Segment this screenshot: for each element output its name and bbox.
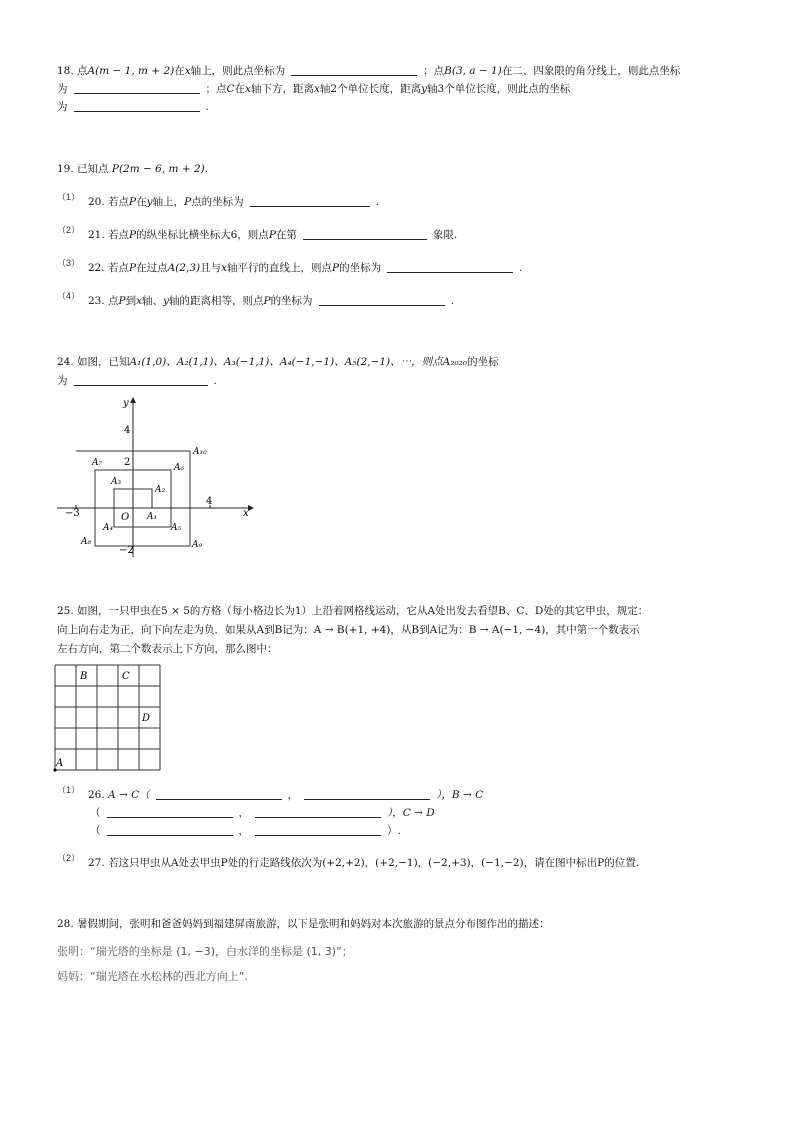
- q26-blank-cd-x[interactable]: [107, 824, 233, 836]
- q18-answer-blank-1[interactable]: [291, 64, 417, 76]
- q21-text: 在第: [275, 229, 297, 241]
- q20-number: 20.: [88, 196, 105, 208]
- q26-blank-bc-y[interactable]: [255, 806, 381, 818]
- q27-number: 27.: [88, 857, 105, 869]
- sub-question-label: （1）: [57, 785, 81, 795]
- q20-line: [88, 194, 379, 210]
- point-p-var: P: [129, 262, 137, 274]
- point-p-var: P: [184, 196, 192, 208]
- q22-text: 若点: [108, 262, 130, 274]
- label-a1: A₁: [147, 512, 158, 522]
- x-axis-var: x: [313, 83, 320, 95]
- q26-blank-cd-y[interactable]: [255, 824, 381, 836]
- point-p-var: P: [118, 295, 126, 307]
- q21-number: 21.: [88, 229, 105, 241]
- label-a4: A₄: [103, 523, 114, 533]
- y-axis-var: y: [146, 196, 153, 208]
- q28-mother-quote: 妈妈：“瑞光塔在水松林的西北方向上”.: [57, 970, 248, 983]
- grid-label-c: C: [122, 671, 130, 682]
- tick-label-m3x: −3: [65, 508, 80, 519]
- q28-number: 28.: [57, 918, 74, 930]
- q20-text: 在: [136, 196, 147, 208]
- label-a8: A₈: [81, 537, 92, 547]
- q22-text: 且与: [200, 262, 222, 274]
- origin-label: O: [121, 512, 130, 523]
- label-a5: A₅: [171, 523, 182, 533]
- q26-line3: [90, 823, 401, 839]
- point-c-var: C: [226, 83, 235, 95]
- point-a-coord: A(2,3): [167, 262, 201, 274]
- grid-label-a: A: [56, 758, 64, 769]
- y-axis-var: y: [421, 83, 428, 95]
- tick-label-4y: 4: [124, 425, 131, 436]
- q21-line: [88, 227, 457, 243]
- label-a2: A₂: [155, 485, 166, 495]
- q18-text: ；点: [423, 65, 445, 77]
- point-p-var: P: [268, 229, 276, 241]
- sub-question-label: （4）: [57, 291, 81, 301]
- q28-zhangming-quote: 张明：“瑞光塔的坐标是 (1, −3)，白水洋的坐标是 (1, 3)”；: [57, 945, 353, 958]
- q26-blank-ac-y[interactable]: [304, 788, 430, 800]
- q24-text: 为: [57, 375, 68, 387]
- q25-line2: [57, 622, 640, 638]
- q26-text: A → C（: [108, 789, 150, 801]
- tick-label-2y: 2: [124, 457, 131, 468]
- q18-text: 在: [234, 83, 246, 95]
- point-p-var: P: [129, 229, 137, 241]
- q23-text: 点: [108, 295, 119, 307]
- q28-line1: [57, 916, 550, 932]
- q23-number: 23.: [88, 295, 105, 307]
- x-axis-var: x: [184, 65, 191, 77]
- tick-label-m2y: −2: [119, 545, 134, 556]
- x-axis-var: x: [136, 295, 143, 307]
- q24-points-list: A₁(1,0)、A₂(1,1)、A₃(−1,1)、A₄(−1,−1)、A₅(2,−1)、⋯，则点: [129, 356, 443, 368]
- q21-text: 象限.: [432, 229, 458, 241]
- q19-point-p: P(2m − 6, m + 2): [111, 163, 205, 175]
- q21-text: 若点: [108, 229, 130, 241]
- q26-number: 26.: [88, 789, 105, 801]
- point-p-var: P: [263, 295, 271, 307]
- q18-text: 为: [57, 101, 68, 113]
- q18-text: 轴上，则此点坐标为: [190, 65, 286, 77]
- sub-question-label: （1）: [57, 192, 81, 202]
- q26-text: ，: [238, 807, 249, 819]
- q18-text: 轴下方，距离: [250, 83, 314, 95]
- y-axis-label: y: [123, 398, 129, 409]
- q25-text: 向上向右走为正，向下向左走为负．如果从A到B记为：A → B(+1, +4)，从B到A记为：B → A(−1, −4)，其中第一个数表示: [57, 624, 640, 636]
- q25-line1: [57, 603, 648, 619]
- label-a7: A₇: [92, 458, 103, 468]
- q18-line1: [57, 63, 680, 79]
- q22-text: .: [519, 262, 523, 274]
- q19-text: 已知点: [77, 163, 109, 175]
- grid-label-d: D: [142, 713, 151, 724]
- q18-line3: [57, 99, 209, 115]
- q22-answer-blank[interactable]: [387, 261, 513, 273]
- q20-text: 轴上，: [152, 196, 185, 208]
- q25-text: 左右方向，第二个数表示上下方向，那么图中：: [57, 643, 278, 655]
- sub-question-label: （2）: [57, 225, 81, 235]
- q18-text: .: [205, 101, 209, 113]
- q21-text: 的纵坐标比横坐标大6，则点: [136, 229, 269, 241]
- q23-text: 的坐标为: [270, 295, 313, 307]
- q18-text: 在二、四象限的角分线上，则此点坐标: [501, 65, 681, 77]
- q24-text: 的坐标: [467, 356, 499, 368]
- q23-text: 轴、: [142, 295, 164, 307]
- x-axis-var: x: [245, 83, 251, 95]
- x-axis-var: x: [221, 262, 228, 274]
- q26-text: ），C → D: [387, 807, 435, 819]
- q22-text: 在过点: [136, 262, 168, 274]
- q19-text: .: [204, 163, 209, 175]
- q24-target-point: A₂₀₂₀: [442, 356, 468, 368]
- q23-text: .: [450, 295, 454, 307]
- label-a10: A₁₀: [193, 447, 207, 457]
- q23-text: 轴的距离相等，则点: [168, 295, 264, 307]
- q25-line3: [57, 641, 278, 657]
- q24-line1: [57, 354, 499, 370]
- q18-text: 轴2个单位长度，距离: [319, 83, 422, 95]
- q23-line: [88, 293, 454, 309]
- sub-question-label: （2）: [57, 853, 81, 863]
- q26-text: ，: [287, 789, 299, 801]
- q18-text: 在: [174, 65, 185, 77]
- q23-answer-blank[interactable]: [319, 294, 445, 306]
- q27-text: 若这只甲虫从A处去甲虫P处的行走路线依次为(+2,+2)，(+2,−1)，(−2,+3)，(−1,−2)，请在图中标出P的位置.: [108, 857, 640, 869]
- q24-answer-blank[interactable]: [74, 374, 208, 386]
- q26-text: ，: [238, 825, 249, 837]
- q26-text: ），B → C: [436, 789, 484, 801]
- point-p-var: P: [332, 262, 340, 274]
- q24-text: 如图，已知: [77, 356, 130, 368]
- q26-text: （: [90, 807, 101, 819]
- x-axis-label: x: [243, 508, 249, 519]
- q22-text: 的坐标为: [339, 262, 382, 274]
- q18-point-a: A(m − 1, m + 2): [87, 65, 175, 77]
- q22-number: 22.: [88, 262, 105, 274]
- label-a3: A₃: [111, 477, 122, 487]
- q24-text: .: [213, 375, 217, 387]
- q24-line2: [57, 373, 217, 389]
- q18-number: 18.: [57, 65, 74, 77]
- q18-point-b: B(3, a − 1): [444, 65, 502, 77]
- q25-text: 如图，一只甲虫在5 × 5的方格（每小格边长为1）上沿着网格线运动，它从A处出发去看望B、C、D处的其它甲虫，规定：: [77, 605, 649, 617]
- q18-text: 轴3个单位长度，则此点的坐标: [427, 83, 571, 95]
- q26-line2: [90, 805, 435, 821]
- q24-spiral-figure: [55, 392, 265, 562]
- q28-text: 暑假期间，张明和爸爸妈妈到福建屏南旅游，以下是张明和妈妈对本次旅游的景点分布图作出的描述：: [77, 918, 550, 930]
- q20-text: 点的坐标为: [191, 196, 244, 208]
- q18-answer-blank-2[interactable]: [74, 82, 200, 94]
- q25-grid-figure: [52, 662, 168, 774]
- tick-label-4x: 4: [206, 496, 213, 507]
- q18-text: 点: [77, 65, 88, 77]
- q22-line: [88, 260, 522, 276]
- sub-question-label: （3）: [57, 258, 81, 268]
- q20-answer-blank[interactable]: [250, 195, 370, 207]
- q18-answer-blank-3[interactable]: [74, 100, 200, 112]
- q22-text: 轴平行的直线上，则点: [227, 262, 333, 274]
- q26-line1: [88, 787, 483, 803]
- point-p-var: P: [129, 196, 137, 208]
- q21-answer-blank[interactable]: [303, 228, 427, 240]
- q26-text: （: [90, 825, 101, 837]
- q18-text: ；点: [205, 83, 227, 95]
- q26-blank-bc-x[interactable]: [107, 806, 233, 818]
- q18-line2: [57, 81, 570, 97]
- q23-text: 到: [125, 295, 137, 307]
- q26-blank-ac-x[interactable]: [156, 788, 282, 800]
- q27-line: [88, 855, 639, 871]
- q24-number: 24.: [57, 356, 74, 368]
- q20-text: .: [375, 196, 379, 208]
- q19-line: [57, 161, 208, 177]
- y-axis-var: y: [163, 295, 169, 307]
- q19-number: 19.: [57, 163, 74, 175]
- q26-text: ）.: [387, 825, 401, 837]
- grid-label-b: B: [80, 671, 88, 682]
- label-a9: A₉: [192, 540, 203, 550]
- q25-number: 25.: [57, 605, 74, 617]
- q18-text: 为: [57, 83, 68, 95]
- label-a6: A₆: [174, 463, 185, 473]
- q20-text: 若点: [108, 196, 130, 208]
